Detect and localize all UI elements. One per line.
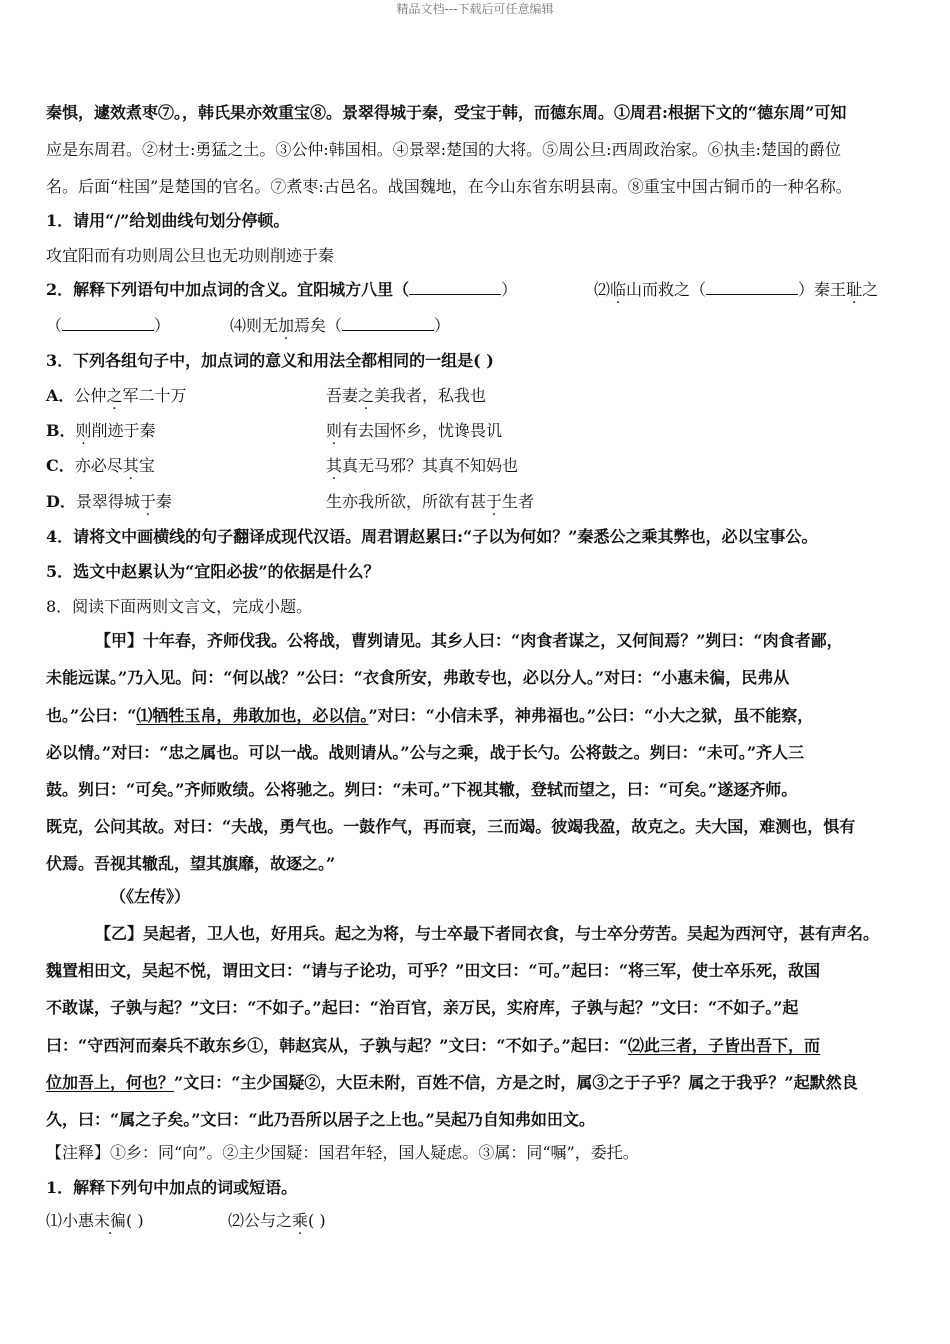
header-watermark: 精品文档---下载后可任意编辑 [396,2,554,16]
question-2-line-2: （ ） ⑷则无加焉矣（ ） [46,316,451,335]
passage-jia-line-7: 伏焉。吾视其辙乱，望其旗靡，故逐之。” [46,854,336,873]
answer-blank [342,316,434,331]
question-5: 5．选文中赵累认为“宜阳必拔”的依据是什么？ [46,562,380,581]
answer-blank [706,280,798,295]
question-4: 4．请将文中画横线的句子翻译成现代汉语。周君谓赵累曰:“子以为何如？”秦悉公之乘其弊也，必以宝事公。 [46,527,818,546]
passage-yi-line-5: 位加吾上，何也？”文曰：“主少国疑②，大臣未附，百姓不信，方是之时，属③之于子乎？属之于我乎？”起默然良 [46,1073,858,1092]
question-8-title: 8．阅读下面两则文言文，完成小题。 [46,597,313,616]
question-2-item-2: ⑵临山而救之（ ）秦王耻之 [594,280,879,299]
passage-jia-line-2: 未能远谋。”乃入见。问：“何以战？”公曰：“衣食所安，弗敢专也，必以分人。”对曰：“小惠未徧，民弗从 [46,668,790,687]
question-3-title: 3．下列各组句子中，加点词的意义和用法全都相同的一组是( ) [46,351,494,370]
option-c: C．亦必尽其宝 其真无马邪？其真不知妈也 [46,456,519,475]
passage-jia-line-5: 鼓。刿曰：“可矣。”齐师败绩。公将驰之。刿曰：“未可。”下视其辙，登轼而望之，曰：“可矣。”遂逐齐师。 [46,780,798,799]
passage-yi-line-2: 魏置相田文，吴起不悦，谓田文曰：“请与子论功，可乎？”田文曰：“可。”起曰：“将三军，使士卒乐死，敌国 [46,961,821,980]
option-d: D．景翠得城于秦 生亦我所欲，所欲有甚于生者 [46,492,535,511]
passage-jia-line-4: 必以情。”对曰：“忠之属也。可以一战。战则请从。”公与之乘，战于长勺。公将鼓之。刿曰：“未可。”齐人三 [46,743,805,762]
question-1-sentence: 攻宜阳而有功则周公旦也无功则削迹于秦 [46,246,335,265]
answer-blank [409,280,501,295]
passage-yi-line-4: 曰：“守西河而秦兵不敢东乡①，韩赵宾从，子孰与起？”文曰：“不如子。”起曰：“⑵此三者，子皆出吾下，而 [46,1036,821,1055]
passage-yi-line-1: 【乙】吴起者，卫人也，好用兵。起之为将，与士卒最下者同衣食，与士卒分劳苦。吴起为西河守，甚有声名。 [95,924,880,943]
annotation-line-1: 秦惧，遽效煮枣⑦。，韩氏果亦效重宝⑧。景翠得城于秦，受宝于韩，而德东周。①周君:根据下文的“德东周”可知 [46,103,847,122]
sub-question-1-title: 1．解释下列句中加点的词或短语。 [46,1178,298,1197]
passage-yi-line-3: 不敢谋，子孰与起？”文曰：“不如子。”起曰：“治百官，亲万民，实府库，子孰与起？”文曰：“不如子。”起 [46,998,799,1017]
annotation-line-2: 应是东周君。②材士:勇猛之土。③公仲:韩国相。④景翠:楚国的大将。⑤周公旦:西周政治家。⑥执圭:楚国的爵位 [46,140,841,159]
passage-jia-line-6: 既克，公问其故。对曰：“夫战，勇气也。一鼓作气，再而衰，三而竭。彼竭我盈，故克之。夫大国，难测也，惧有 [46,817,856,836]
annotations: 【注释】①乡：同“向”。②主少国疑：国君年轻，国人疑虑。③属：同“嘱”，委托。 [46,1143,639,1162]
passage-jia-source: （《左传》） [110,887,191,906]
passage-jia-line-1: 【甲】十年春，齐师伐我。公将战，曹刿请见。其乡人曰：“肉食者谋之，又何间焉？”刿曰：“肉食者鄙， [95,631,843,650]
sub-question-1-items: ⑴小惠未徧( ) ⑵公与之乘( ) [46,1211,326,1230]
question-2-item-4: ⑷则无加焉矣（ ） [230,316,451,335]
passage-yi-line-6: 久，曰：“属之子矣。”文曰：“此乃吾所以居子之上也。”吴起乃自知弗如田文。 [46,1110,595,1129]
option-a: A．公仲之军二十万 吾妻之美我者，私我也 [46,386,487,405]
annotation-line-3: 名。后面“柱国”是楚国的官名。⑦煮枣:古邑名。战国魏地，在今山东省东明县南。⑧重宝中国古铜币的一种名称。 [46,177,852,196]
question-1-title: 1．请用“/”给划曲线句划分停顿。 [46,211,290,230]
passage-jia-line-3: 也。”公曰：“⑴牺牲玉帛，弗敢加也，必以信。”对曰：“小信未孚，神弗福也。”公曰：“小大之狱，虽不能察， [46,706,814,725]
question-2-line-1: 2．解释下列语句中加点词的含义。宜阳城方八里（ ） ⑵临山而救之（ ）秦王耻之 [46,280,879,299]
underlined-sentence-1: ⑴牺牲玉帛，弗敢加也，必以信。 [136,706,369,725]
answer-blank [62,316,154,331]
option-b: B．则削迹于秦 则有去国怀乡，忧谗畏讥 [46,421,503,440]
question-2-title: 2．解释下列语句中加点词的含义。宜阳城方八里（ [46,280,410,299]
underlined-sentence-2-cont: 位加吾上，何也？ [46,1073,175,1092]
underlined-sentence-2: ⑵此三者，子皆出吾下，而 [628,1036,821,1055]
